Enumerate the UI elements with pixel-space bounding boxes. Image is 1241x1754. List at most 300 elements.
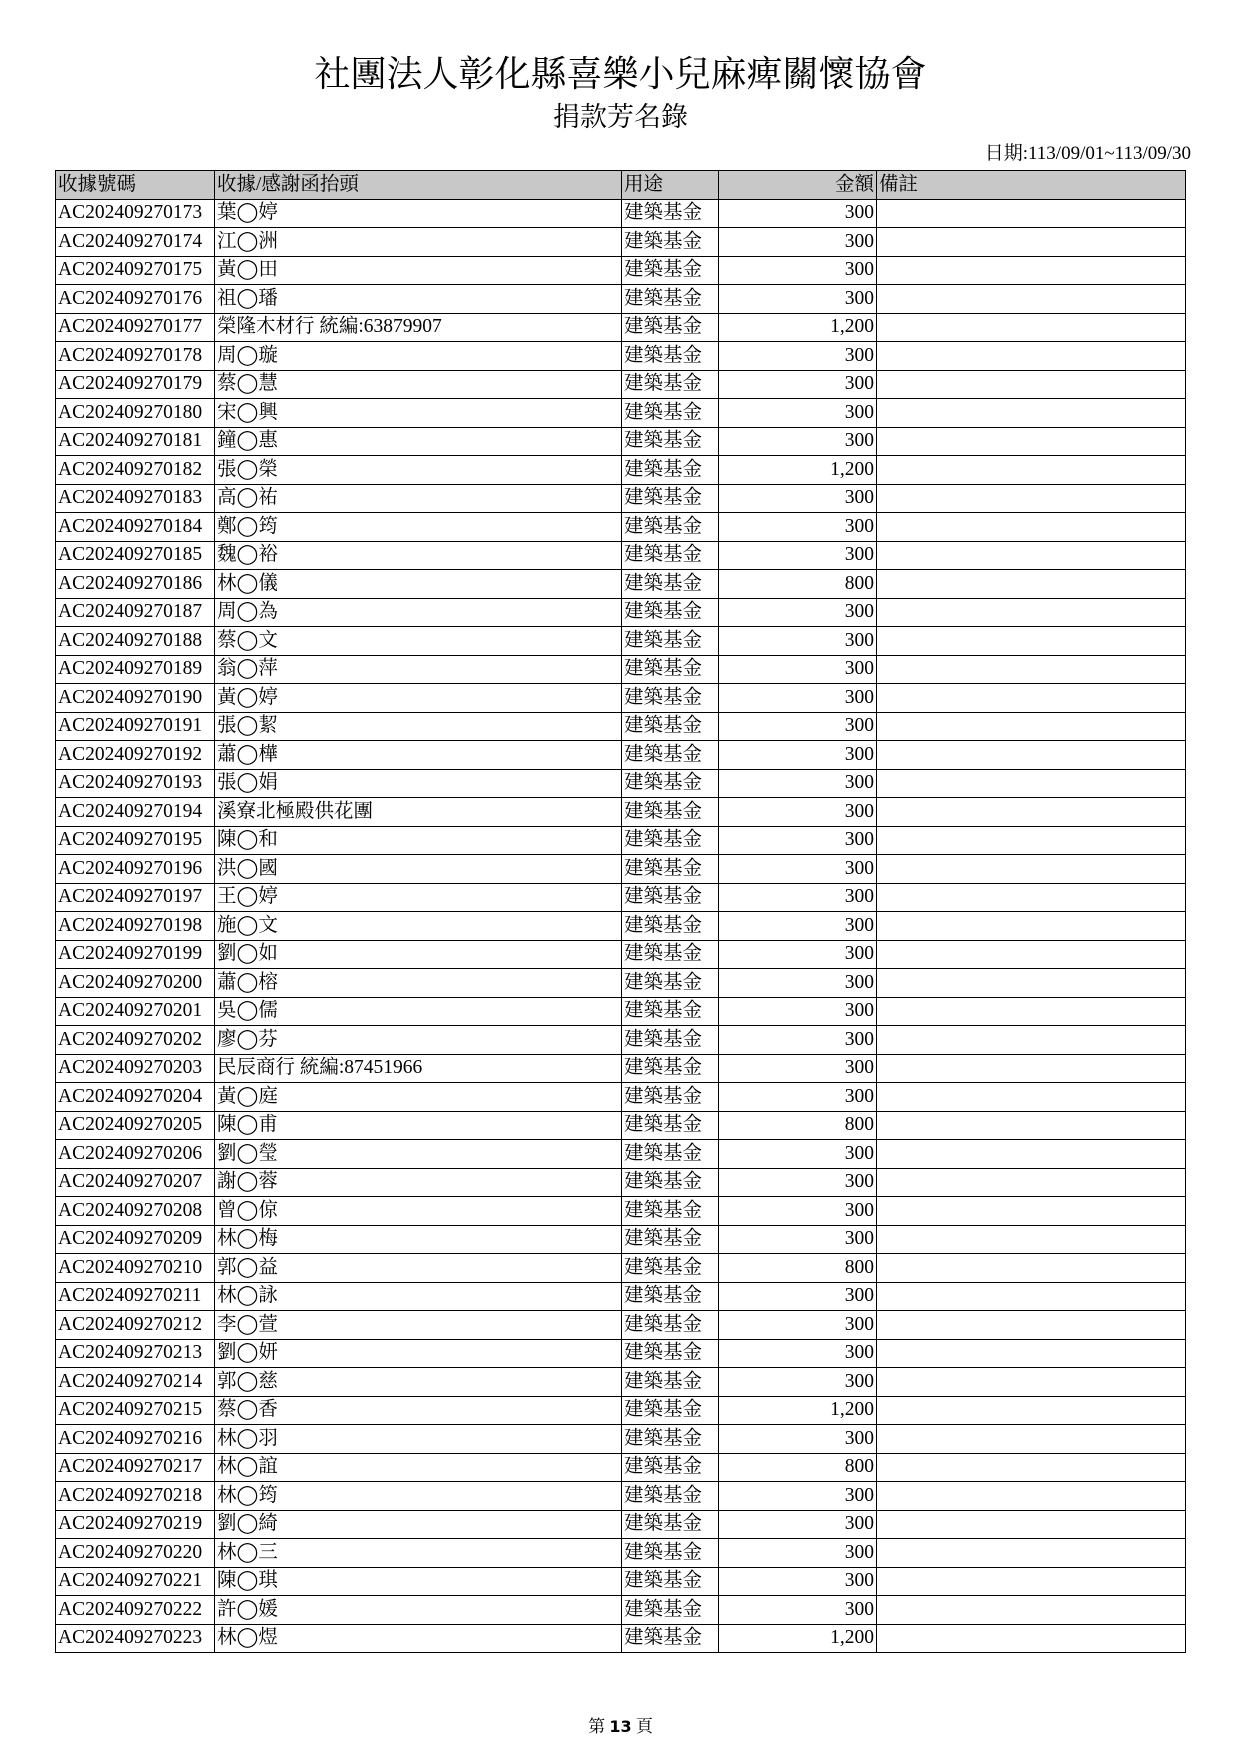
amount-cell: 1,200 [719,1396,877,1425]
amount-cell: 800 [719,1453,877,1482]
date-range: 日期:113/09/01~113/09/30 [984,143,1191,164]
table-row [56,541,1186,570]
remarks-cell [877,285,1186,314]
header-row [56,171,1186,200]
receipt-title-cell: 郭◯益 [215,1254,622,1283]
amount-cell: 1,200 [719,313,877,342]
receipt-title-cell: 蔡◯文 [215,627,622,656]
table-row [56,1111,1186,1140]
purpose-cell: 建築基金 [622,655,719,684]
receipt-no-cell: AC202409270175 [56,256,215,285]
purpose-cell: 建築基金 [622,1140,719,1169]
receipt-title-cell: 謝◯蓉 [215,1168,622,1197]
table-row [56,1596,1186,1625]
table-row [56,855,1186,884]
remarks-cell [877,1368,1186,1397]
receipt-title-cell: 林◯梅 [215,1225,622,1254]
amount-cell: 300 [719,427,877,456]
amount-cell: 300 [719,370,877,399]
receipt-title-cell: 王◯婷 [215,883,622,912]
receipt-no-cell: AC202409270217 [56,1453,215,1482]
receipt-title-cell: 蕭◯樺 [215,741,622,770]
amount-cell: 300 [719,1311,877,1340]
purpose-cell: 建築基金 [622,1368,719,1397]
remarks-cell [877,541,1186,570]
table-row [56,1026,1186,1055]
receipt-no-cell: AC202409270181 [56,427,215,456]
receipt-no-cell: AC202409270212 [56,1311,215,1340]
amount-cell: 300 [719,969,877,998]
receipt-no-cell: AC202409270193 [56,769,215,798]
receipt-no-cell: AC202409270200 [56,969,215,998]
remarks-cell [877,883,1186,912]
receipt-no-cell: AC202409270223 [56,1624,215,1653]
table-row [56,256,1186,285]
receipt-title-cell: 林◯煜 [215,1624,622,1653]
receipt-title-cell: 溪寮北極殿供花團 [215,798,622,827]
remarks-cell [877,912,1186,941]
table-row [56,1168,1186,1197]
purpose-cell: 建築基金 [622,456,719,485]
amount-cell: 1,200 [719,1624,877,1653]
remarks-cell [877,1539,1186,1568]
receipt-title-cell: 郭◯慈 [215,1368,622,1397]
receipt-no-cell: AC202409270196 [56,855,215,884]
remarks-cell [877,1168,1186,1197]
receipt-title-cell: 周◯為 [215,598,622,627]
receipt-no-cell: AC202409270201 [56,997,215,1026]
purpose-cell: 建築基金 [622,940,719,969]
table-row [56,1368,1186,1397]
receipt-no-cell: AC202409270205 [56,1111,215,1140]
receipt-title-cell: 林◯筠 [215,1482,622,1511]
table-row [56,1425,1186,1454]
amount-cell: 300 [719,1596,877,1625]
amount-cell: 300 [719,855,877,884]
remarks-cell [877,769,1186,798]
receipt-title-cell: 洪◯國 [215,855,622,884]
table-row [56,969,1186,998]
receipt-title-cell: 陳◯和 [215,826,622,855]
amount-cell: 300 [719,1225,877,1254]
amount-cell: 300 [719,940,877,969]
remarks-cell [877,684,1186,713]
receipt-title-cell: 林◯羽 [215,1425,622,1454]
amount-cell: 300 [719,342,877,371]
receipt-title-cell: 劉◯如 [215,940,622,969]
receipt-no-cell: AC202409270222 [56,1596,215,1625]
table-row [56,285,1186,314]
purpose-cell: 建築基金 [622,1225,719,1254]
purpose-cell: 建築基金 [622,798,719,827]
purpose-cell: 建築基金 [622,1425,719,1454]
table-row [56,228,1186,257]
table-row [56,1624,1186,1653]
receipt-title-cell: 張◯娟 [215,769,622,798]
remarks-cell [877,1225,1186,1254]
table-row [56,513,1186,542]
purpose-cell: 建築基金 [622,741,719,770]
receipt-no-cell: AC202409270216 [56,1425,215,1454]
receipt-no-cell: AC202409270220 [56,1539,215,1568]
purpose-cell: 建築基金 [622,855,719,884]
amount-cell: 300 [719,1425,877,1454]
receipt-title-cell: 張◯絜 [215,712,622,741]
table-row [56,570,1186,599]
receipt-no-cell: AC202409270173 [56,199,215,228]
amount-cell: 800 [719,1254,877,1283]
amount-cell: 300 [719,627,877,656]
receipt-no-cell: AC202409270192 [56,741,215,770]
receipt-title-cell: 高◯祐 [215,484,622,513]
remarks-cell [877,1567,1186,1596]
receipt-no-cell: AC202409270221 [56,1567,215,1596]
receipt-no-cell: AC202409270199 [56,940,215,969]
amount-cell: 300 [719,1510,877,1539]
amount-cell: 300 [719,1539,877,1568]
remarks-cell [877,1453,1186,1482]
table-row [56,1510,1186,1539]
receipt-title-cell: 許◯媛 [215,1596,622,1625]
receipt-no-cell: AC202409270206 [56,1140,215,1169]
amount-cell: 300 [719,1054,877,1083]
remarks-cell [877,741,1186,770]
table-row [56,712,1186,741]
table-row [56,399,1186,428]
amount-cell: 300 [719,484,877,513]
amount-cell: 1,200 [719,456,877,485]
table-row [56,997,1186,1026]
purpose-cell: 建築基金 [622,1453,719,1482]
remarks-cell [877,1510,1186,1539]
purpose-cell: 建築基金 [622,1510,719,1539]
purpose-cell: 建築基金 [622,684,719,713]
receipt-no-cell: AC202409270213 [56,1339,215,1368]
amount-cell: 300 [719,1140,877,1169]
receipt-title-cell: 黃◯庭 [215,1083,622,1112]
amount-cell: 300 [719,712,877,741]
purpose-cell: 建築基金 [622,1482,719,1511]
receipt-no-cell: AC202409270210 [56,1254,215,1283]
receipt-no-cell: AC202409270219 [56,1510,215,1539]
receipt-no-cell: AC202409270195 [56,826,215,855]
purpose-cell: 建築基金 [622,427,719,456]
purpose-cell: 建築基金 [622,1083,719,1112]
purpose-cell: 建築基金 [622,1026,719,1055]
receipt-title-cell: 鐘◯惠 [215,427,622,456]
receipt-title-cell: 宋◯興 [215,399,622,428]
remarks-cell [877,513,1186,542]
remarks-cell [877,1054,1186,1083]
receipt-no-cell: AC202409270189 [56,655,215,684]
purpose-cell: 建築基金 [622,513,719,542]
remarks-cell [877,1254,1186,1283]
amount-cell: 800 [719,570,877,599]
page-footer [0,1716,1241,1738]
table-row [56,769,1186,798]
table-row [56,1254,1186,1283]
receipt-title-cell: 施◯文 [215,912,622,941]
receipt-title-cell: 黃◯田 [215,256,622,285]
table-row [56,798,1186,827]
receipt-no-cell: AC202409270207 [56,1168,215,1197]
remarks-cell [877,855,1186,884]
document-subtitle: 捐款芳名錄 [553,102,688,132]
table-row [56,199,1186,228]
amount-cell: 300 [719,1197,877,1226]
remarks-cell [877,484,1186,513]
receipt-no-cell: AC202409270178 [56,342,215,371]
receipt-no-cell: AC202409270186 [56,570,215,599]
table-row [56,427,1186,456]
table-row [56,1225,1186,1254]
table-row [56,1567,1186,1596]
receipt-no-cell: AC202409270176 [56,285,215,314]
table-row [56,940,1186,969]
table-row [56,1396,1186,1425]
remarks-cell [877,342,1186,371]
receipt-no-cell: AC202409270187 [56,598,215,627]
receipt-no-cell: AC202409270183 [56,484,215,513]
amount-cell: 300 [719,1567,877,1596]
remarks-cell [877,427,1186,456]
purpose-cell: 建築基金 [622,570,719,599]
purpose-cell: 建築基金 [622,1197,719,1226]
purpose-cell: 建築基金 [622,256,719,285]
table-row [56,1339,1186,1368]
table-row [56,598,1186,627]
purpose-cell: 建築基金 [622,883,719,912]
receipt-title-cell: 魏◯裕 [215,541,622,570]
amount-cell: 300 [719,1339,877,1368]
receipt-title-cell: 吳◯儒 [215,997,622,1026]
remarks-cell [877,1026,1186,1055]
remarks-cell [877,313,1186,342]
purpose-cell: 建築基金 [622,228,719,257]
amount-cell: 300 [719,769,877,798]
purpose-cell: 建築基金 [622,1624,719,1653]
table-row [56,370,1186,399]
receipt-title-cell: 陳◯琪 [215,1567,622,1596]
table-row [56,484,1186,513]
table-row [56,1140,1186,1169]
remarks-cell [877,1596,1186,1625]
receipt-no-cell: AC202409270182 [56,456,215,485]
receipt-title-cell: 林◯誼 [215,1453,622,1482]
amount-cell: 300 [719,598,877,627]
page-label-prefix: 第 [588,1717,606,1736]
amount-cell: 300 [719,1482,877,1511]
purpose-cell: 建築基金 [622,627,719,656]
document-title: 社團法人彰化縣喜樂小兒麻痺關懷協會 [314,54,927,94]
remarks-cell [877,1339,1186,1368]
purpose-cell: 建築基金 [622,313,719,342]
remarks-cell [877,997,1186,1026]
remarks-cell [877,940,1186,969]
purpose-cell: 建築基金 [622,370,719,399]
purpose-cell: 建築基金 [622,912,719,941]
header-purpose: 用途 [622,171,719,200]
amount-cell: 300 [719,741,877,770]
amount-cell: 300 [719,826,877,855]
amount-cell: 300 [719,256,877,285]
receipt-title-cell: 曾◯倞 [215,1197,622,1226]
receipt-title-cell: 蕭◯榕 [215,969,622,998]
remarks-cell [877,712,1186,741]
receipt-title-cell: 劉◯瑩 [215,1140,622,1169]
receipt-no-cell: AC202409270194 [56,798,215,827]
receipt-title-cell: 李◯萱 [215,1311,622,1340]
header-amount: 金額 [719,171,877,200]
remarks-cell [877,199,1186,228]
page-number: 13 [609,1717,632,1736]
receipt-title-cell: 蔡◯慧 [215,370,622,399]
remarks-cell [877,627,1186,656]
purpose-cell: 建築基金 [622,342,719,371]
receipt-no-cell: AC202409270174 [56,228,215,257]
amount-cell: 300 [719,997,877,1026]
receipt-title-cell: 劉◯綺 [215,1510,622,1539]
purpose-cell: 建築基金 [622,199,719,228]
remarks-cell [877,370,1186,399]
receipt-no-cell: AC202409270185 [56,541,215,570]
purpose-cell: 建築基金 [622,1539,719,1568]
remarks-cell [877,798,1186,827]
amount-cell: 300 [719,228,877,257]
receipt-no-cell: AC202409270191 [56,712,215,741]
purpose-cell: 建築基金 [622,712,719,741]
remarks-cell [877,228,1186,257]
table-row [56,741,1186,770]
purpose-cell: 建築基金 [622,285,719,314]
purpose-cell: 建築基金 [622,1339,719,1368]
amount-cell: 300 [719,883,877,912]
purpose-cell: 建築基金 [622,1168,719,1197]
table-header [56,171,1186,200]
amount-cell: 300 [719,513,877,542]
receipt-title-cell: 劉◯妍 [215,1339,622,1368]
receipt-no-cell: AC202409270197 [56,883,215,912]
remarks-cell [877,399,1186,428]
receipt-no-cell: AC202409270214 [56,1368,215,1397]
receipt-title-cell: 陳◯甫 [215,1111,622,1140]
amount-cell: 300 [719,684,877,713]
purpose-cell: 建築基金 [622,541,719,570]
receipt-title-cell: 鄭◯筠 [215,513,622,542]
table-row [56,1539,1186,1568]
receipt-title-cell: 廖◯芬 [215,1026,622,1055]
receipt-title-cell: 祖◯璠 [215,285,622,314]
purpose-cell: 建築基金 [622,1567,719,1596]
receipt-title-cell: 民辰商行 統編:87451966 [215,1054,622,1083]
receipt-no-cell: AC202409270177 [56,313,215,342]
receipt-no-cell: AC202409270190 [56,684,215,713]
remarks-cell [877,969,1186,998]
table-row [56,684,1186,713]
purpose-cell: 建築基金 [622,1396,719,1425]
receipt-title-cell: 黃◯婷 [215,684,622,713]
header-receipt-no: 收據號碼 [56,171,215,200]
remarks-cell [877,456,1186,485]
receipt-title-cell: 葉◯婷 [215,199,622,228]
receipt-no-cell: AC202409270188 [56,627,215,656]
remarks-cell [877,1083,1186,1112]
remarks-cell [877,1311,1186,1340]
receipt-title-cell: 翁◯萍 [215,655,622,684]
page-label-suffix: 頁 [635,1717,653,1736]
purpose-cell: 建築基金 [622,826,719,855]
table-row [56,1197,1186,1226]
purpose-cell: 建築基金 [622,598,719,627]
purpose-cell: 建築基金 [622,969,719,998]
table-row [56,313,1186,342]
remarks-cell [877,1425,1186,1454]
receipt-no-cell: AC202409270198 [56,912,215,941]
amount-cell: 300 [719,1368,877,1397]
receipt-title-cell: 周◯璇 [215,342,622,371]
receipt-no-cell: AC202409270204 [56,1083,215,1112]
table-row [56,1282,1186,1311]
table-row [56,1054,1186,1083]
receipt-no-cell: AC202409270218 [56,1482,215,1511]
receipt-no-cell: AC202409270184 [56,513,215,542]
remarks-cell [877,1140,1186,1169]
remarks-cell [877,1624,1186,1653]
remarks-cell [877,1282,1186,1311]
table-row [56,342,1186,371]
receipt-no-cell: AC202409270209 [56,1225,215,1254]
purpose-cell: 建築基金 [622,1311,719,1340]
purpose-cell: 建築基金 [622,1054,719,1083]
table-row [56,912,1186,941]
purpose-cell: 建築基金 [622,399,719,428]
receipt-no-cell: AC202409270179 [56,370,215,399]
amount-cell: 300 [719,199,877,228]
remarks-cell [877,826,1186,855]
remarks-cell [877,1482,1186,1511]
purpose-cell: 建築基金 [622,1282,719,1311]
receipt-no-cell: AC202409270211 [56,1282,215,1311]
purpose-cell: 建築基金 [622,484,719,513]
amount-cell: 300 [719,655,877,684]
header-receipt-title: 收據/感謝函抬頭 [215,171,622,200]
amount-cell: 300 [719,912,877,941]
amount-cell: 300 [719,541,877,570]
amount-cell: 300 [719,1282,877,1311]
table-row [56,456,1186,485]
remarks-cell [877,598,1186,627]
amount-cell: 800 [719,1111,877,1140]
table-row [56,655,1186,684]
table-body [56,199,1186,1653]
receipt-no-cell: AC202409270202 [56,1026,215,1055]
remarks-cell [877,1197,1186,1226]
table-row [56,627,1186,656]
receipt-title-cell: 張◯榮 [215,456,622,485]
receipt-title-cell: 林◯詠 [215,1282,622,1311]
amount-cell: 300 [719,1168,877,1197]
remarks-cell [877,570,1186,599]
purpose-cell: 建築基金 [622,997,719,1026]
receipt-title-cell: 榮隆木材行 統編:63879907 [215,313,622,342]
amount-cell: 300 [719,798,877,827]
receipt-no-cell: AC202409270180 [56,399,215,428]
table-row [56,1482,1186,1511]
purpose-cell: 建築基金 [622,1596,719,1625]
table-row [56,1083,1186,1112]
amount-cell: 300 [719,1026,877,1055]
receipt-no-cell: AC202409270203 [56,1054,215,1083]
